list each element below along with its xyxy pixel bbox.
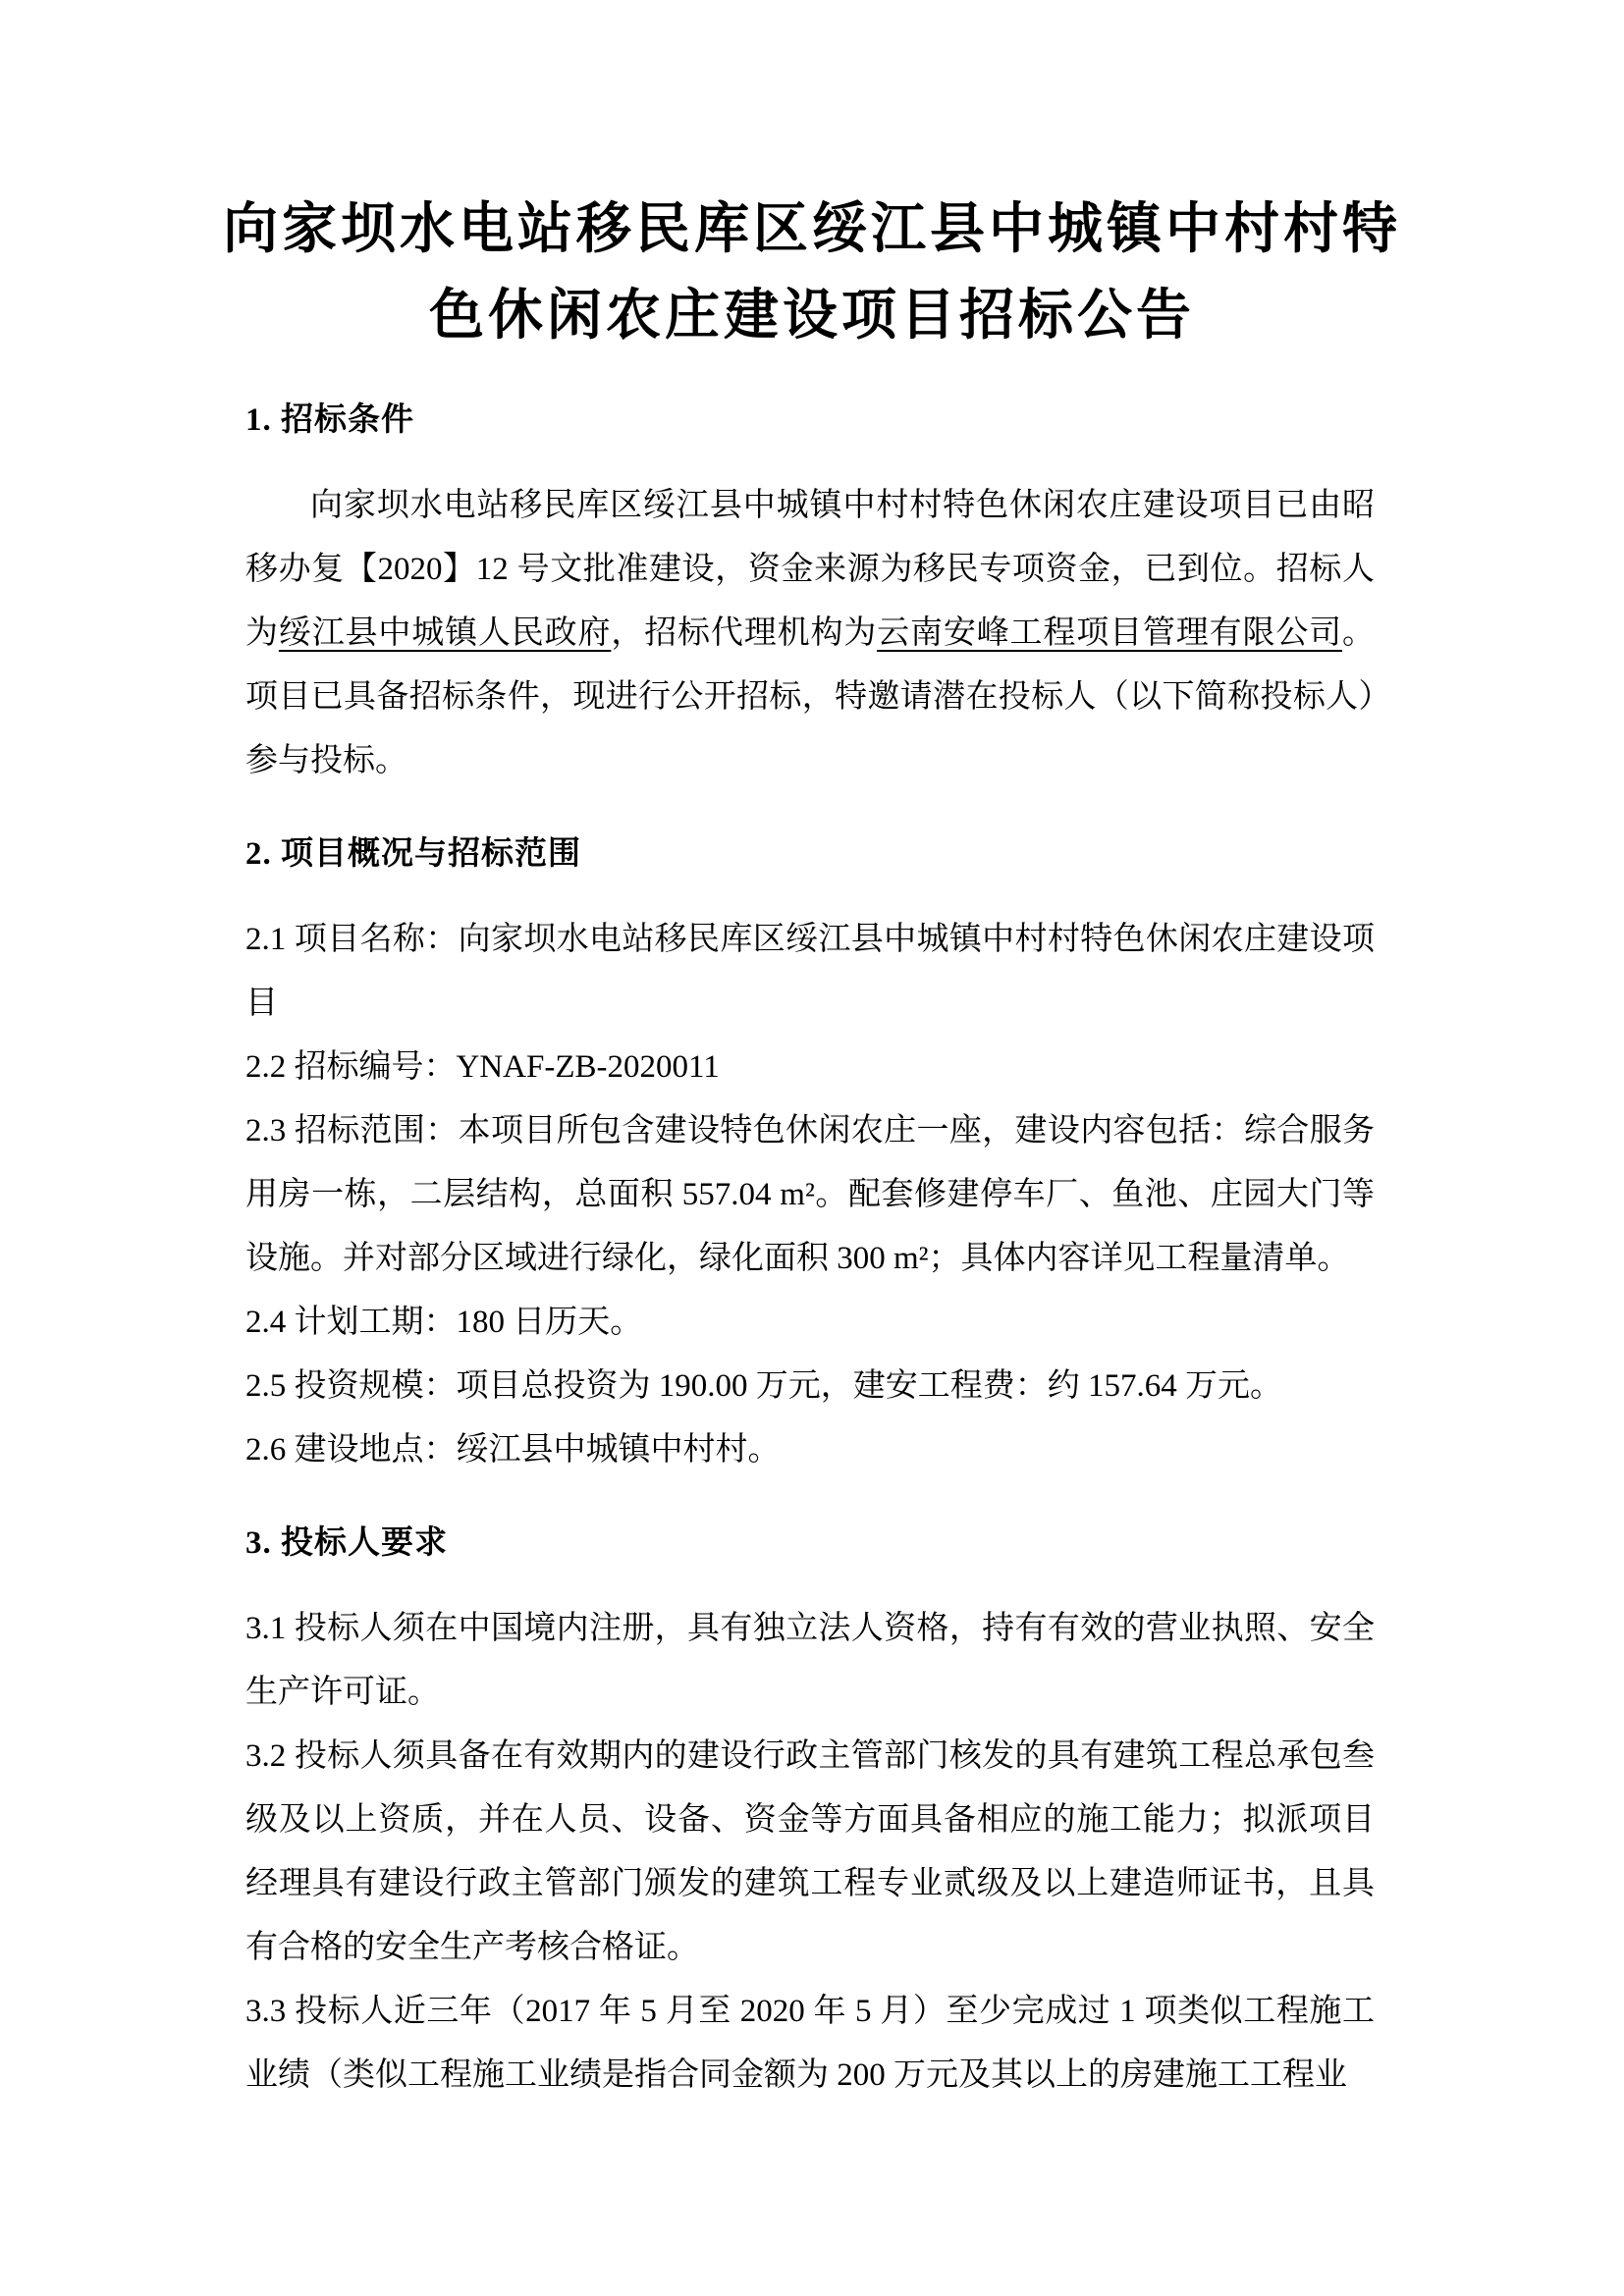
document-body xyxy=(245,389,1375,2108)
agency-name-underlined: 云南安峰工程项目管理有限公司 xyxy=(877,615,1343,651)
section-1-heading: 1. 招标条件 xyxy=(245,402,414,438)
item-tender-scope: 2.3 招标范围：本项目所包含建设特色休闲农庄一座，建设内容包括：综合服务用房一栋，二层结构，总面积 557.04 m²。配套修建停车厂、鱼池、庄园大门等设施。并对部分区域进行绿化，绿化面积 300 m²；具体内容详见工程量清单。 xyxy=(245,1113,1375,1276)
section-1-paragraph xyxy=(245,474,1375,793)
item-bidder-qualification: 3.2 投标人须具备在有效期内的建设行政主管部门核发的具有建筑工程总承包叁级及以上资质，并在人员、设备、资金等方面具备相应的施工能力；拟派项目经理具有建设行政主管部门颁发的建筑工程专业贰级及以上建造师证书，且具有合格的安全生产考核合格证。 xyxy=(245,1738,1375,1965)
section-3-heading: 3. 投标人要求 xyxy=(245,1525,448,1561)
text-segment: 。项目已具备招标条件，现进行公开招标，特邀请潜在投标人（以下简称投标人）参与投标。 xyxy=(245,615,1376,778)
item-investment-scale: 2.5 投资规模：项目总投资为 190.00 万元，建安工程费：约 157.64 万元。 xyxy=(245,1368,1282,1404)
text-segment: ，招标代理机构为 xyxy=(611,615,878,651)
section-2-heading: 2. 项目概况与招标范围 xyxy=(245,836,581,872)
document-title: 向家坝水电站移民库区绥江县中城镇中村村特色休闲农庄建设项目招标公告 xyxy=(223,199,1401,347)
item-bidder-registration: 3.1 投标人须在中国境内注册，具有独立法人资格，持有有效的营业执照、安全生产许可证。 xyxy=(245,1611,1375,1710)
item-planned-duration: 2.4 计划工期：180 日历天。 xyxy=(245,1305,643,1340)
item-construction-site: 2.6 建设地点：绥江县中城镇中村村。 xyxy=(245,1432,781,1468)
text-segment: 向家坝水电站移民库区绥江县中城镇中村村特色休闲农庄建设项目已由昭移办复【2020】12 号文批准建设，资金来源为移民专项资金，已到位。招标人为 xyxy=(245,488,1375,651)
item-project-name: 2.1 项目名称：向家坝水电站移民库区绥江县中城镇中村村特色休闲农庄建设项目 xyxy=(245,922,1375,1021)
item-bidder-track-record: 3.3 投标人近三年（2017 年 5 月至 2020 年 5 月）至少完成过 1 项类似工程施工业绩（类似工程施工业绩是指合同金额为 200 万元及其以上的房建施工工程业 xyxy=(245,1994,1375,2093)
item-tender-number: 2.2 招标编号：YNAF-ZB-2020011 xyxy=(245,1049,720,1085)
bidder-name-underlined: 绥江县中城镇人民政府 xyxy=(278,615,612,651)
